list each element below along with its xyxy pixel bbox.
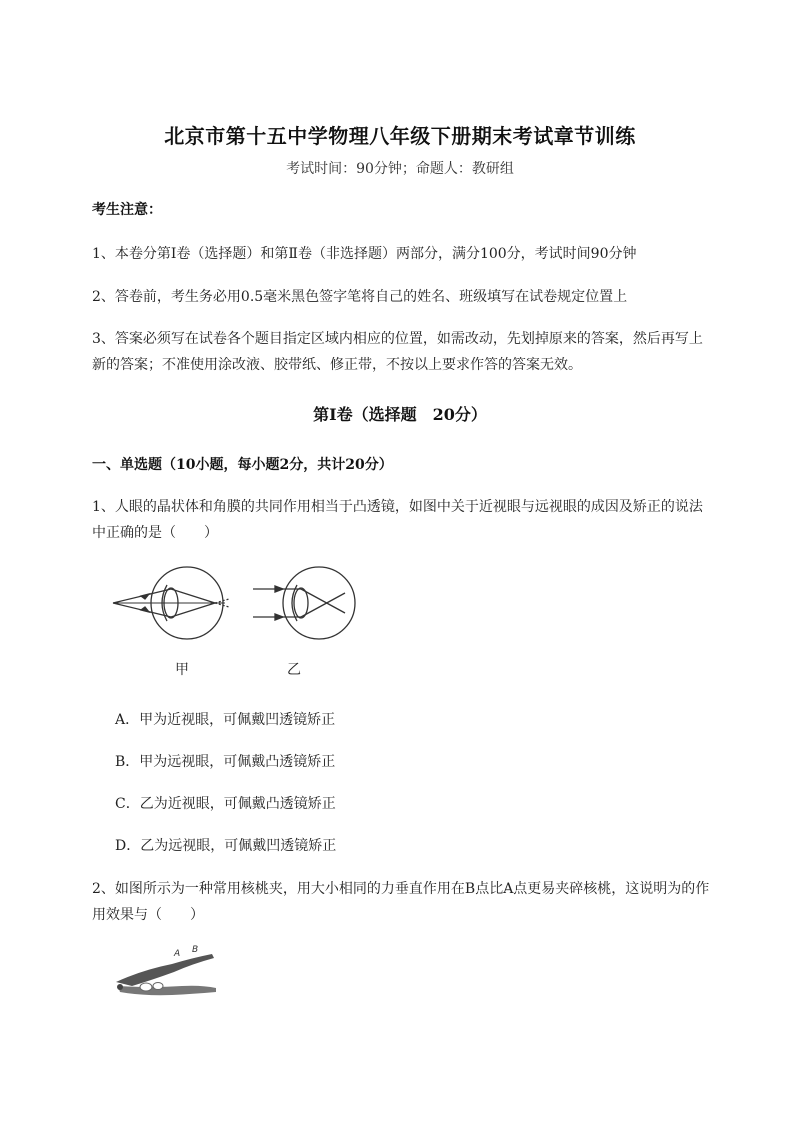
part-heading: 一、单选题（10小题，每小题2分，共计20分） [92, 457, 393, 473]
question-1-option-a[interactable]: A．甲为近视眼，可佩戴凹透镜矫正 [115, 712, 336, 728]
nutcracker-image [116, 954, 216, 995]
page-title: 北京市第十五中学物理八年级下册期末考试章节训练 [164, 124, 636, 148]
notice-heading: 考生注意： [92, 202, 162, 218]
eye-diagram-figure [105, 565, 365, 685]
eye-diagram-yi [253, 567, 355, 639]
exam-info: 考试时间：90分钟；命题人：教研组 [286, 161, 514, 177]
notice-item-1: 1、本卷分第I卷（选择题）和第Ⅱ卷（非选择题）两部分，满分100分，考试时间90分钟 [92, 246, 637, 262]
question-1-option-b[interactable]: B．甲为远视眼，可佩戴凸透镜矫正 [115, 754, 336, 770]
section-title: 第I卷（选择题 20分） [313, 405, 487, 424]
question-1-stem: 1、人眼的晶状体和角膜的共同作用相当于凸透镜，如图中关于近视眼与远视眼的成因及矫正的说法中正确的是（ ） [92, 499, 703, 541]
question-1-option-c[interactable]: C．乙为近视眼，可佩戴凸透镜矫正 [115, 796, 336, 812]
nutcracker-figure [112, 942, 222, 1002]
question-2-stem: 2、如图所示为一种常用核桃夹，用大小相同的力垂直作用在B点比A点更易夹碎核桃，这说明为的作用效果与（ ） [92, 881, 710, 923]
question-1-option-d[interactable]: D．乙为远视眼，可佩戴凹透镜矫正 [115, 838, 337, 854]
figure-label-jia: 甲 [175, 662, 189, 678]
eye-diagram-jia [113, 567, 229, 639]
notice-item-2: 2、答卷前，考生务必用0.5毫米黑色签字笔将自己的姓名、班级填写在试卷规定位置上 [92, 289, 628, 305]
point-label-a: A [174, 949, 181, 959]
notice-item-3: 3、答案必须写在试卷各个题目指定区域内相应的位置，如需改动，先划掉原来的答案，然后再写上新的答案；不准使用涂改液、胶带纸、修正带，不按以上要求作答的答案无效。 [92, 331, 703, 373]
figure-label-yi: 乙 [287, 662, 301, 678]
point-label-b: B [192, 945, 199, 955]
